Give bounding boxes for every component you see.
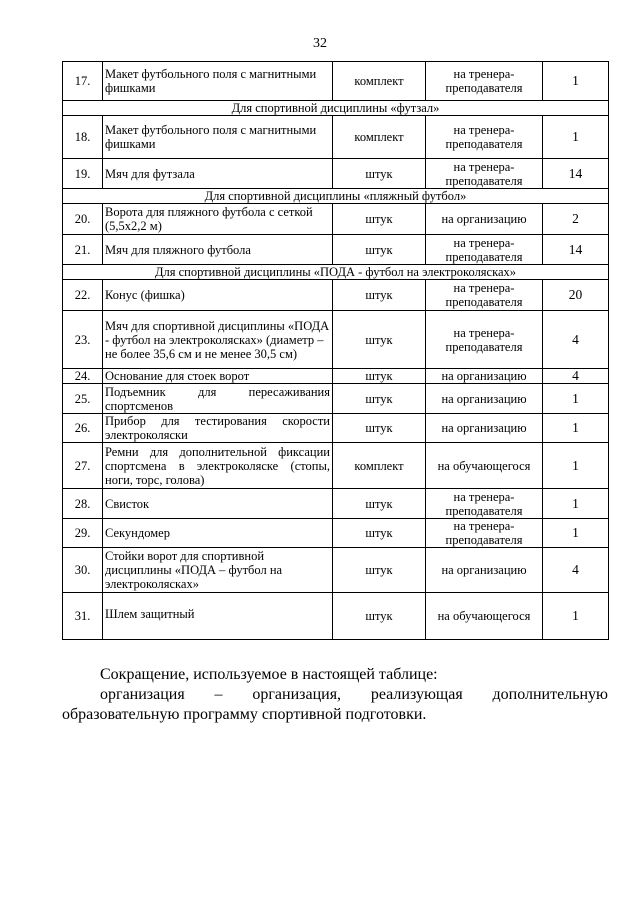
footnote [62, 665, 608, 725]
row-number: 27. [63, 443, 103, 489]
section-title: Для спортивной дисциплины «футзал» [63, 101, 609, 116]
table-row [63, 235, 609, 265]
abbreviation-heading: Сокращение, используемое в настоящей таблице: [100, 666, 438, 683]
row-number: 30. [63, 548, 103, 593]
item-quantity: 1 [543, 62, 609, 101]
item-unit: штук [333, 369, 426, 384]
item-name: Прибор для тестирования скорости электроколяски [103, 414, 333, 443]
row-number: 24. [63, 369, 103, 384]
item-name: Мяч для спортивной дисциплины «ПОДА - футбол на электроколясках» (диаметр – не более 35,6 см и не менее 30,5 см) [103, 311, 333, 369]
item-name: Шлем защитный [103, 593, 333, 640]
item-basis: на тренера-преподавателя [426, 280, 543, 311]
item-unit: штук [333, 235, 426, 265]
item-unit: штук [333, 204, 426, 235]
item-quantity: 14 [543, 159, 609, 189]
item-quantity: 4 [543, 311, 609, 369]
item-quantity: 1 [543, 443, 609, 489]
row-number: 25. [63, 384, 103, 414]
table-row [63, 548, 609, 593]
item-name: Мяч для футзала [103, 159, 333, 189]
row-number: 26. [63, 414, 103, 443]
item-basis: на тренера-преподавателя [426, 159, 543, 189]
row-number: 29. [63, 519, 103, 548]
item-unit: штук [333, 311, 426, 369]
table-row [63, 280, 609, 311]
section-title: Для спортивной дисциплины «пляжный футбол» [63, 189, 609, 204]
item-name: Ворота для пляжного футбола с сеткой (5,5х2,2 м) [103, 204, 333, 235]
item-basis: на тренера-преподавателя [426, 311, 543, 369]
item-basis: на тренера-преподавателя [426, 62, 543, 101]
item-unit: штук [333, 159, 426, 189]
item-basis: на обучающегося [426, 443, 543, 489]
equipment-table [62, 61, 609, 640]
row-number: 22. [63, 280, 103, 311]
item-unit: комплект [333, 116, 426, 159]
item-quantity: 1 [543, 593, 609, 640]
row-number: 20. [63, 204, 103, 235]
item-unit: комплект [333, 62, 426, 101]
item-basis: на организацию [426, 548, 543, 593]
item-quantity: 1 [543, 489, 609, 519]
item-basis: на обучающегося [426, 593, 543, 640]
item-quantity: 1 [543, 519, 609, 548]
item-basis: на организацию [426, 369, 543, 384]
item-name: Свисток [103, 489, 333, 519]
table-row [63, 369, 609, 384]
item-quantity: 4 [543, 548, 609, 593]
item-name: Макет футбольного поля с магнитными фишками [103, 116, 333, 159]
item-name: Стойки ворот для спортивной дисциплины «ПОДА – футбол на электроколясках» [103, 548, 333, 593]
table-row [63, 489, 609, 519]
item-name: Секундомер [103, 519, 333, 548]
item-quantity: 4 [543, 369, 609, 384]
item-unit: штук [333, 280, 426, 311]
abbreviation-definition: организация – организация, реализующая дополнительную образовательную программу спортивной подготовки. [62, 686, 608, 723]
row-number: 23. [63, 311, 103, 369]
item-unit: штук [333, 519, 426, 548]
page-number: 32 [313, 36, 327, 51]
item-basis: на организацию [426, 384, 543, 414]
item-unit: штук [333, 489, 426, 519]
row-number: 31. [63, 593, 103, 640]
item-name: Макет футбольного поля с магнитными фишками [103, 62, 333, 101]
item-basis: на тренера-преподавателя [426, 116, 543, 159]
item-quantity: 2 [543, 204, 609, 235]
item-quantity: 20 [543, 280, 609, 311]
table-row [63, 384, 609, 414]
item-basis: на тренера-преподавателя [426, 489, 543, 519]
item-name: Подъемник для пересаживания спортсменов [103, 384, 333, 414]
item-unit: штук [333, 593, 426, 640]
item-name: Ремни для дополнительной фиксации спортсмена в электроколяске (стопы, ноги, торс, голова) [103, 443, 333, 489]
item-basis: на организацию [426, 414, 543, 443]
table-row [63, 593, 609, 640]
item-quantity: 1 [543, 116, 609, 159]
table-row [63, 414, 609, 443]
item-name: Конус (фишка) [103, 280, 333, 311]
section-row [63, 189, 609, 204]
table-row [63, 311, 609, 369]
item-unit: штук [333, 548, 426, 593]
table-row [63, 204, 609, 235]
item-basis: на тренера-преподавателя [426, 519, 543, 548]
item-basis: на тренера-преподавателя [426, 235, 543, 265]
table-row [63, 159, 609, 189]
item-unit: штук [333, 384, 426, 414]
table-row [63, 519, 609, 548]
row-number: 18. [63, 116, 103, 159]
item-quantity: 1 [543, 414, 609, 443]
table-row [63, 443, 609, 489]
item-quantity: 14 [543, 235, 609, 265]
item-name: Основание для стоек ворот [103, 369, 333, 384]
section-row [63, 101, 609, 116]
item-quantity: 1 [543, 384, 609, 414]
section-title: Для спортивной дисциплины «ПОДА - футбол на электроколясках» [63, 265, 609, 280]
item-unit: комплект [333, 443, 426, 489]
table-row [63, 62, 609, 101]
table-row [63, 116, 609, 159]
row-number: 19. [63, 159, 103, 189]
row-number: 17. [63, 62, 103, 101]
item-basis: на организацию [426, 204, 543, 235]
section-row [63, 265, 609, 280]
row-number: 28. [63, 489, 103, 519]
item-name: Мяч для пляжного футбола [103, 235, 333, 265]
row-number: 21. [63, 235, 103, 265]
item-unit: штук [333, 414, 426, 443]
